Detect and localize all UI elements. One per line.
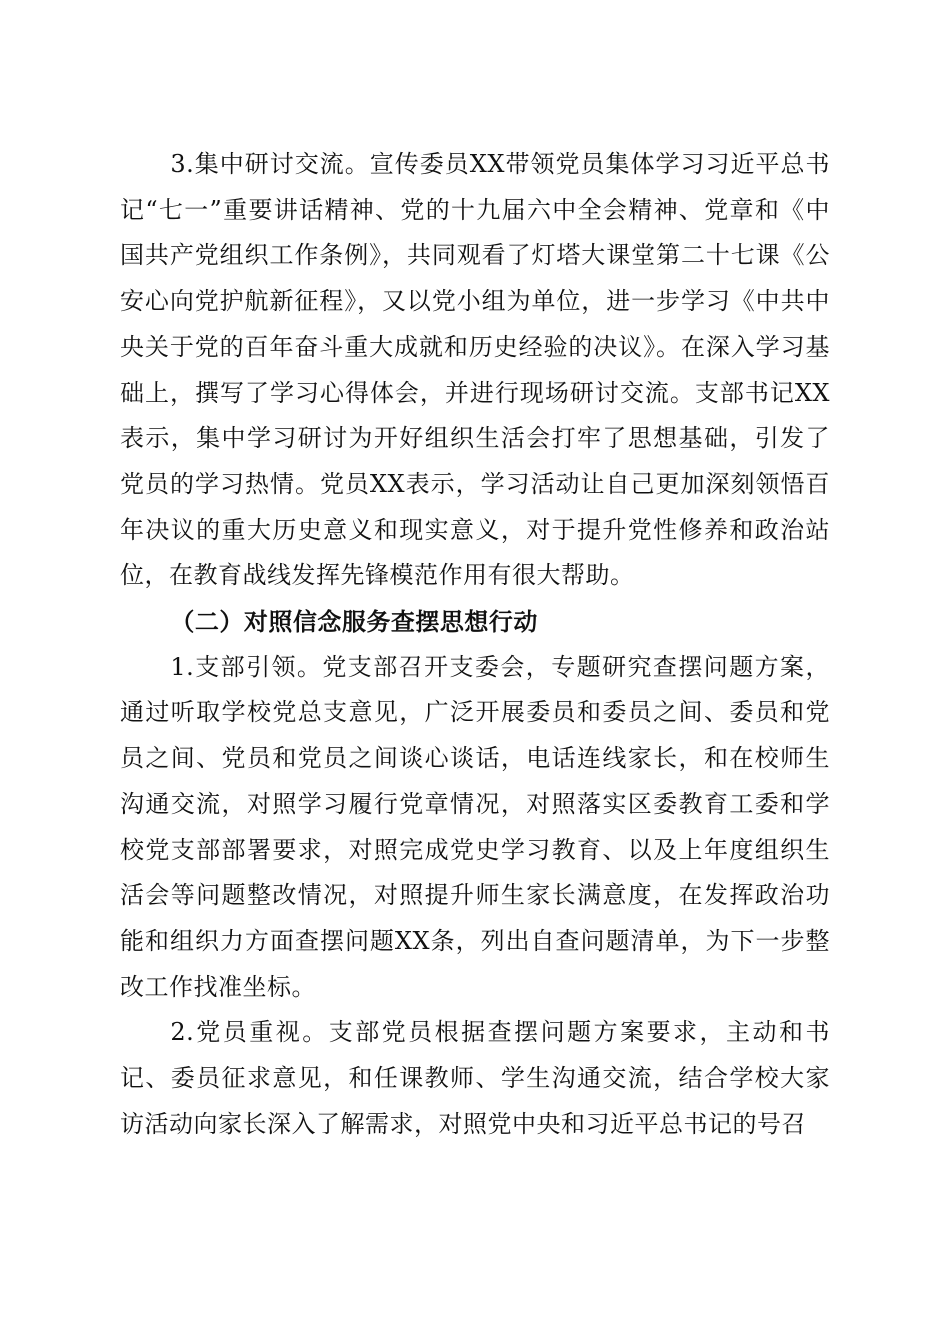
paragraph-member-focus: 2.党员重视。支部党员根据查摆问题方案要求，主动和书记、委员征求意见，和任课教师、学生沟通交流，结合学校大家访活动向家长深入了解需求，对照党中央和习近平总书记的号召 <box>120 1018 830 1138</box>
paragraph-discussion: 3.集中研讨交流。宣传委员XX带领党员集体学习习近平总书记“七一”重要讲话精神、党的十九届六中全会精神、党章和《中国共产党组织工作条例》，共同观看了灯塔大课堂第二十七课《公安心向党护航新征程》，又以党小组为单位，进一步学习《中共中央关于党的百年奋斗重大成就和历史经验的决议》。在深入学习基础上，撰写了学习心得体会，并进行现场研讨交流。支部书记XX表示，集中学习研讨为开好组织生活会打牢了思想基础，引发了党员的学习热情。党员XX表示，学习活动让自己更加深刻领悟百年决议的重大历史意义和现实意义，对于提升党性修养和政治站位，在教育战线发挥先锋模范作用有很大帮助。 <box>120 150 830 590</box>
paragraph-branch-lead: 1.支部引领。党支部召开支委会，专题研究查摆问题方案，通过听取学校党总支意见，广泛开展委员和委员之间、委员和党员之间、党员和党员之间谈心谈话，电话连线家长，和在校师生沟通交流，对照学习履行党章情况，对照落实区委教育工委和学校党支部部署要求，对照完成党史学习教育、以及上年度组织生活会等问题整改情况，对照提升师生家长满意度，在发挥政治功能和组织力方面查摆问题XX条，列出自查问题清单，为下一步整改工作找准坐标。 <box>120 652 830 1001</box>
section-heading-2: （二）对照信念服务查摆思想行动 <box>170 607 538 637</box>
